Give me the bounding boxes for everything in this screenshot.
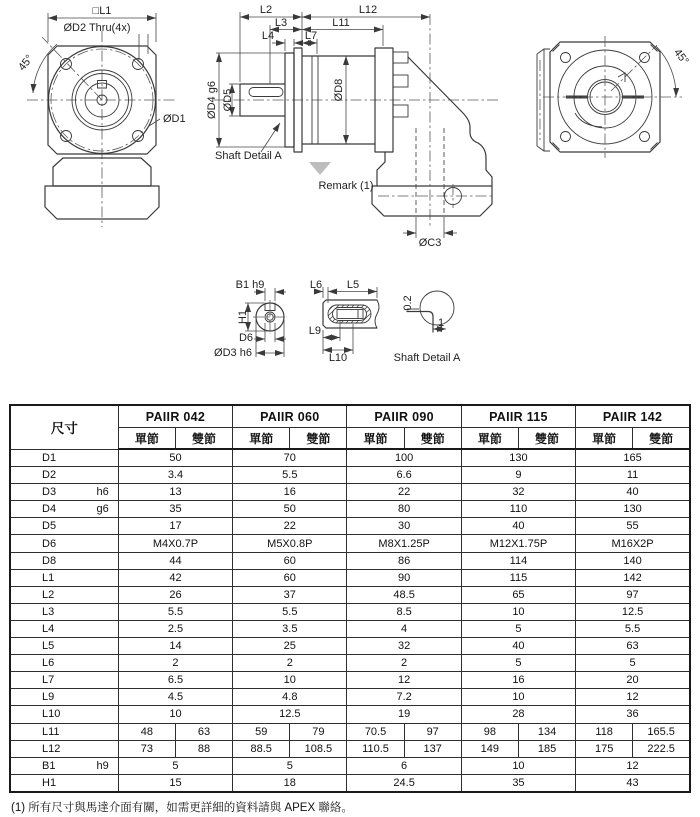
- value-cell: 70: [233, 449, 347, 467]
- value-cell: 5.5: [576, 620, 690, 637]
- value-cell: 40: [461, 638, 575, 655]
- value-cell: 5.5: [233, 603, 347, 620]
- value-cell: 63: [576, 638, 690, 655]
- row-label: D8: [10, 552, 118, 569]
- value-cell: 70.5: [347, 723, 404, 740]
- value-cell: 43: [576, 774, 690, 792]
- dim-label-d3: ØD3 h6: [214, 347, 252, 359]
- dim-label-h1: H1: [237, 309, 249, 325]
- dim-label-l2: L2: [259, 4, 273, 16]
- value-cell: 114: [461, 552, 575, 569]
- value-cell: 79: [290, 723, 347, 740]
- technical-drawings: [0, 0, 700, 392]
- remark-label: Remark (1): [318, 180, 374, 192]
- value-cell: 35: [118, 501, 232, 518]
- value-cell: 97: [404, 723, 461, 740]
- value-cell: 2.5: [118, 620, 232, 637]
- value-cell: 90: [347, 569, 461, 586]
- value-cell: 59: [233, 723, 290, 740]
- value-cell: 5: [461, 620, 575, 637]
- row-label: L4: [10, 620, 118, 637]
- value-cell: 16: [461, 672, 575, 689]
- value-cell: 32: [461, 484, 575, 501]
- value-cell: 28: [461, 706, 575, 723]
- value-cell: 3.4: [118, 467, 232, 484]
- value-cell: 10: [233, 672, 347, 689]
- value-cell: 6.5: [118, 672, 232, 689]
- row-label: L9: [10, 689, 118, 706]
- model-header: PAIIR 090: [347, 405, 461, 428]
- value-cell: 130: [576, 501, 690, 518]
- value-cell: 25: [233, 638, 347, 655]
- table-row: [10, 740, 690, 757]
- row-label: L12: [10, 740, 118, 757]
- value-cell: 65: [461, 586, 575, 603]
- row-label: D2: [10, 467, 118, 484]
- row-label: L5: [10, 638, 118, 655]
- table-row: [10, 569, 690, 586]
- shaft-section-detail: [214, 279, 287, 359]
- value-cell: 44: [118, 552, 232, 569]
- value-cell: 10: [461, 689, 575, 706]
- footnote: (1) 所有尺寸與馬達介面有關，如需更詳細的資料請與 APEX 聯絡。: [11, 801, 353, 814]
- value-cell: M16X2P: [576, 535, 690, 552]
- dim-label-l5: L5: [346, 279, 360, 291]
- row-label: L3: [10, 603, 118, 620]
- dim-label-angle-rear: 45°: [671, 46, 691, 68]
- value-cell: 86: [347, 552, 461, 569]
- stage-header: 雙節: [518, 428, 575, 450]
- value-cell: 48.5: [347, 586, 461, 603]
- value-cell: M8X1.25P: [347, 535, 461, 552]
- dim-label-l9: L9: [308, 325, 321, 337]
- table-row: [10, 518, 690, 535]
- value-cell: 18: [233, 774, 347, 792]
- value-cell: 10: [118, 706, 232, 723]
- value-cell: 11: [576, 467, 690, 484]
- value-cell: 5.5: [118, 603, 232, 620]
- value-cell: 15: [118, 774, 232, 792]
- value-cell: 26: [118, 586, 232, 603]
- dim-label-c3: ØC3: [418, 237, 442, 249]
- dim-label-l12: L12: [358, 4, 378, 16]
- value-cell: 80: [347, 501, 461, 518]
- dim-label-b1: B1 h9: [235, 279, 265, 291]
- value-cell: 48: [118, 723, 175, 740]
- dim-label-d4: ØD4 g6: [206, 81, 218, 119]
- row-label: D4 g6: [10, 501, 118, 518]
- row-label: D1: [10, 449, 118, 467]
- stage-header: 單節: [118, 428, 175, 450]
- table-row: [10, 467, 690, 484]
- row-label: D6: [10, 535, 118, 552]
- shaft-detail-callout: Shaft Detail A: [215, 150, 282, 162]
- table-row: [10, 484, 690, 501]
- stage-header: 單節: [347, 428, 404, 450]
- value-cell: 55: [576, 518, 690, 535]
- stage-header: 雙節: [290, 428, 347, 450]
- value-cell: 110: [461, 501, 575, 518]
- value-cell: 9: [461, 467, 575, 484]
- value-cell: 2: [118, 655, 232, 672]
- value-cell: 6: [347, 757, 461, 774]
- value-cell: 40: [461, 518, 575, 535]
- value-cell: 12.5: [233, 706, 347, 723]
- value-cell: 5: [576, 655, 690, 672]
- value-cell: 32: [347, 638, 461, 655]
- value-cell: 14: [118, 638, 232, 655]
- model-header: PAIIR 060: [233, 405, 347, 428]
- value-cell: 140: [576, 552, 690, 569]
- table-row: [10, 774, 690, 792]
- dim-label-l7: L7: [304, 30, 318, 42]
- value-cell: 165.5: [633, 723, 690, 740]
- value-cell: M5X0.8P: [233, 535, 347, 552]
- value-cell: 98: [461, 723, 518, 740]
- shaft-detail-a: [394, 291, 461, 364]
- table-row: [10, 603, 690, 620]
- dim-label-l6: L6: [309, 279, 323, 291]
- row-label: L11: [10, 723, 118, 740]
- value-cell: 97: [576, 586, 690, 603]
- value-cell: 185: [518, 740, 575, 757]
- value-cell: 22: [347, 484, 461, 501]
- value-cell: M12X1.75P: [461, 535, 575, 552]
- value-cell: 137: [404, 740, 461, 757]
- value-cell: 3.5: [233, 620, 347, 637]
- value-cell: 110.5: [347, 740, 404, 757]
- table-row: [10, 535, 690, 552]
- value-cell: 175: [576, 740, 633, 757]
- dim-label-l10: L10: [328, 352, 348, 364]
- value-cell: 118: [576, 723, 633, 740]
- table-row: [10, 757, 690, 774]
- shaft-detail-a-caption: Shaft Detail A: [393, 352, 461, 364]
- value-cell: 142: [576, 569, 690, 586]
- value-cell: 20: [576, 672, 690, 689]
- value-cell: 5: [461, 655, 575, 672]
- dim-label-d6: D6: [238, 332, 254, 344]
- value-cell: 24.5: [347, 774, 461, 792]
- row-label: H1: [10, 774, 118, 792]
- value-cell: 19: [347, 706, 461, 723]
- value-cell: 2: [347, 655, 461, 672]
- value-cell: 63: [175, 723, 232, 740]
- value-cell: 88: [175, 740, 232, 757]
- value-cell: 134: [518, 723, 575, 740]
- table-row: [10, 706, 690, 723]
- value-cell: 12: [576, 689, 690, 706]
- value-cell: 6.6: [347, 467, 461, 484]
- table-row: [10, 723, 690, 740]
- front-view-drawing: [16, 5, 185, 227]
- value-cell: 10: [461, 757, 575, 774]
- model-header: PAIIR 115: [461, 405, 575, 428]
- dim-label-d1: ØD1: [163, 113, 186, 125]
- value-cell: 115: [461, 569, 575, 586]
- row-label: L10: [10, 706, 118, 723]
- table-row: [10, 586, 690, 603]
- value-cell: 108.5: [290, 740, 347, 757]
- table-row: [10, 501, 690, 518]
- value-cell: 4.8: [233, 689, 347, 706]
- value-cell: 88.5: [233, 740, 290, 757]
- row-label: D5: [10, 518, 118, 535]
- spec-table: [9, 404, 691, 793]
- keyway-detail: [308, 279, 386, 364]
- value-cell: 37: [233, 586, 347, 603]
- value-cell: 165: [576, 449, 690, 467]
- value-cell: 10: [461, 603, 575, 620]
- table-row: [10, 620, 690, 637]
- row-label: L2: [10, 586, 118, 603]
- table-row: [10, 638, 690, 655]
- row-label: L1: [10, 569, 118, 586]
- table-row: [10, 449, 690, 467]
- value-cell: 5: [118, 757, 232, 774]
- rear-view-drawing: [537, 36, 691, 158]
- value-cell: 4.5: [118, 689, 232, 706]
- model-header: PAIIR 142: [576, 405, 690, 428]
- stage-header: 雙節: [175, 428, 232, 450]
- value-cell: 50: [118, 449, 232, 467]
- value-cell: 8.5: [347, 603, 461, 620]
- value-cell: 42: [118, 569, 232, 586]
- value-cell: 40: [576, 484, 690, 501]
- value-cell: 30: [347, 518, 461, 535]
- value-cell: 50: [233, 501, 347, 518]
- value-cell: 16: [233, 484, 347, 501]
- dim-label-d2-thru: ØD2 Thru(4x): [63, 22, 131, 34]
- table-row: [10, 655, 690, 672]
- value-cell: 5: [233, 757, 347, 774]
- dim-label-l11: L11: [332, 17, 350, 29]
- value-cell: 73: [118, 740, 175, 757]
- row-label: L7: [10, 672, 118, 689]
- dim-label-angle-front: 45°: [16, 52, 36, 74]
- value-cell: 100: [347, 449, 461, 467]
- value-cell: 22: [233, 518, 347, 535]
- value-cell: 13: [118, 484, 232, 501]
- value-cell: 130: [461, 449, 575, 467]
- stage-header: 雙節: [404, 428, 461, 450]
- dim-label-l3: L3: [274, 17, 288, 29]
- row-label: D3 h6: [10, 484, 118, 501]
- model-header: PAIIR 042: [118, 405, 232, 428]
- value-cell: 222.5: [633, 740, 690, 757]
- dim-label-d8: ØD8: [333, 78, 345, 102]
- stage-header: 單節: [233, 428, 290, 450]
- table-row: [10, 552, 690, 569]
- dim-label-l4: L4: [261, 30, 275, 42]
- dim-label-d5: ØD5: [222, 88, 234, 112]
- value-cell: 17: [118, 518, 232, 535]
- row-label: L6: [10, 655, 118, 672]
- value-cell: 36: [576, 706, 690, 723]
- value-cell: 60: [233, 552, 347, 569]
- value-cell: 4: [347, 620, 461, 637]
- side-view-drawing: [206, 4, 499, 249]
- dim-label-02: 0.2: [402, 295, 414, 311]
- value-cell: 60: [233, 569, 347, 586]
- stage-header: 單節: [576, 428, 633, 450]
- table-row: [10, 672, 690, 689]
- dim-header: 尺寸: [10, 405, 118, 449]
- value-cell: 12: [347, 672, 461, 689]
- value-cell: 2: [233, 655, 347, 672]
- dim-label-l1: □L1: [92, 5, 112, 17]
- table-row: [10, 689, 690, 706]
- value-cell: 149: [461, 740, 518, 757]
- row-label: B1 h9: [10, 757, 118, 774]
- stage-header: 單節: [461, 428, 518, 450]
- value-cell: 35: [461, 774, 575, 792]
- remark-triangle-icon: [309, 162, 331, 175]
- dim-label-1: 1: [437, 317, 445, 329]
- value-cell: M4X0.7P: [118, 535, 232, 552]
- value-cell: 12.5: [576, 603, 690, 620]
- value-cell: 5.5: [233, 467, 347, 484]
- value-cell: 7.2: [347, 689, 461, 706]
- stage-header: 雙節: [633, 428, 690, 450]
- value-cell: 12: [576, 757, 690, 774]
